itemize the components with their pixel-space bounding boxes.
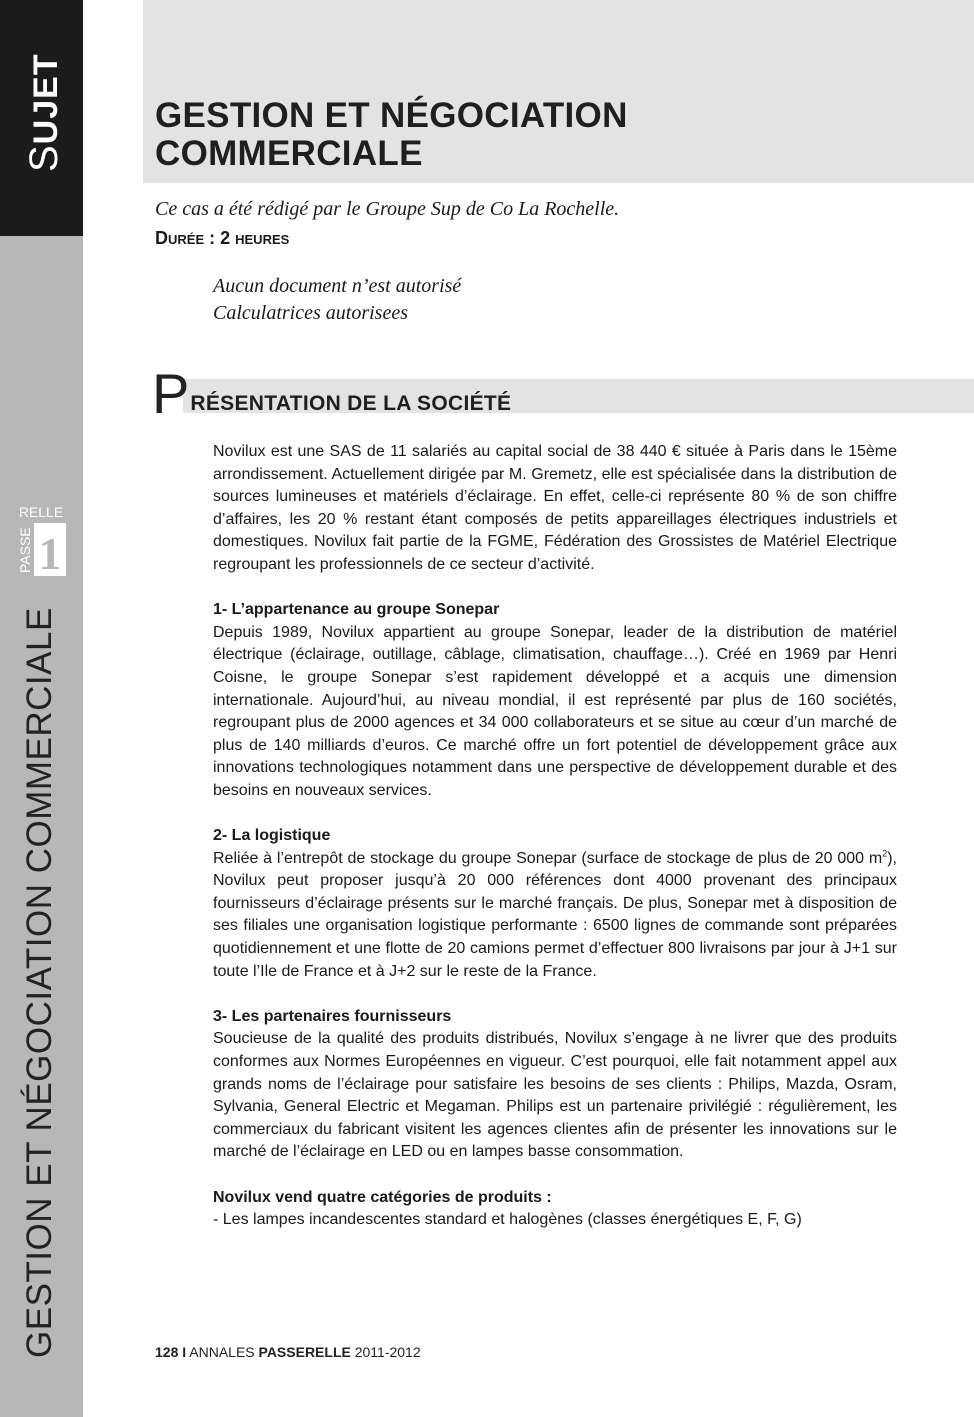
paragraph-logistique (213, 848, 897, 984)
list-item: - Les lampes incandescentes standard et halogènes (classes énergétiques E, F, G) (213, 1211, 802, 1229)
footer-separator: I (182, 1344, 187, 1360)
paragraph-fournisseurs: Soucieuse de la qualité des produits distribués, Novilux s’engage à ne livrer que des produits conformes aux Normes Européennes en vigueur. C’est pourquoi, elle fait notamment appel aux grands noms de l’éclairage pour satisfaire les besoins de ses clients : Philips, Mazda, Osram, Sylvania, General Electric et Megaman. Philips est un partenaire privilégié : régulièrement, les commerciaux du fabricant visitent les agences clientes afin de présenter les innovations sur le marché de l’éclairage en LED ou en lampes basse consommation. (213, 1030, 897, 1161)
subheading-categories: Novilux vend quatre catégories de produits : (213, 1188, 552, 1206)
title-line-1: GESTION ET NÉGOCIATION (155, 96, 628, 135)
paragraph-sonepar: Depuis 1989, Novilux appartient au groupe Sonepar, leader de la distribution de matériel électrique (éclairage, outillage, câblage, climatisation, chauffage…). Créé en 1969 par Henri Coisne, le groupe Sonepar s’est rapidement développé et a acquis une dimension internationale. Aujourd’hui, au niveau mondial, il est représenté par plus de 160 sociétés, regroupant plus de 2000 agences et 34 000 collaborateurs et se situe au cœur d’un marché de plus de 140 milliards d’euros. Ce marché offre un fort potentiel de développement grâce aux innovations technologiques notamment dans une perspective de développement durable et des besoins en nouveaux services. (213, 623, 897, 799)
page-title (155, 97, 935, 173)
author-note: Ce cas a été rédigé par le Groupe Sup de Co La Rochelle. (155, 198, 620, 220)
section-heading-text: RÉSENTATION DE LA SOCIÉTÉ (190, 392, 512, 415)
sidebar-tab-label (22, 53, 67, 172)
footer-years: 2011-2012 (354, 1344, 421, 1360)
logo-number: 1 (38, 528, 62, 578)
section-heading (152, 368, 511, 420)
paragraph-logistique-part2: ), Novilux peut proposer jusqu’à 20 000 références dont 4000 provenant des principaux fournisseurs d’éclairage présents sur le marché français. De plus, Sonepar met à disposition de ses filiales une organisation logistique performante : 6500 lignes de commande sont préparées quotidiennement et une flotte de 20 camions permet d’effectuer 800 livraisons par jour à J+1 sur toute l’Ile de France et à J+2 sur le reste de la France. (213, 849, 897, 980)
duration-text: Durée : 2 heures (155, 228, 290, 248)
subheading-logistique: 2- La logistique (213, 827, 331, 845)
paragraph-logistique-part1: Reliée à l’entrepôt de stockage du groupe Sonepar (surface de stockage de plus de 20 000 m (213, 849, 883, 867)
subheading-fournisseurs: 3- Les partenaires fournisseurs (213, 1007, 452, 1025)
exam-rule-documents: Aucun document n’est autorisé (213, 275, 462, 297)
section-drop-cap: P (152, 368, 190, 420)
passerelle-logo (14, 503, 68, 578)
footer-brand: PASSERELLE (258, 1344, 351, 1360)
subheading-sonepar: 1- L’appartenance au groupe Sonepar (213, 601, 500, 619)
logo-text-side: PASSE (17, 527, 33, 573)
page-footer (155, 1344, 421, 1360)
title-line-2: COMMERCIALE (155, 134, 423, 173)
intro-paragraph: Novilux est une SAS de 11 salariés au capital social de 38 440 € située à Paris dans le 15ème arrondissement. Actuellement dirigée par M. Gremetz, elle est spécialisée dans la distribution de sources lumineuses et matériels d’éclairage. En effet, celle-ci représente 80 % de son chiffre d’affaires, les 20 % restant étant composés de petits appareillages électriques industriels et domestiques. Novilux fait partie de la FGME, Fédération des Grossistes de Matériel Electrique regroupant les professionnels de ce secteur d’activité. (213, 443, 897, 573)
body-text (213, 441, 897, 1232)
exam-rules (213, 273, 461, 327)
sidebar-tab-label-initial: S (22, 144, 66, 172)
subject-vertical-label: GESTION ET NÉGOCIATION COMMERCIALE (20, 607, 59, 1358)
duration-label (155, 228, 289, 249)
sidebar-tab-label-rest: UJET (27, 53, 65, 145)
exam-rule-calculators: Calculatrices autorisees (213, 302, 408, 324)
logo-text-top: RELLE (18, 504, 64, 520)
superscript: 2 (882, 848, 888, 859)
footer-annales: ANNALES (189, 1344, 255, 1360)
page-number: 128 (155, 1344, 179, 1360)
